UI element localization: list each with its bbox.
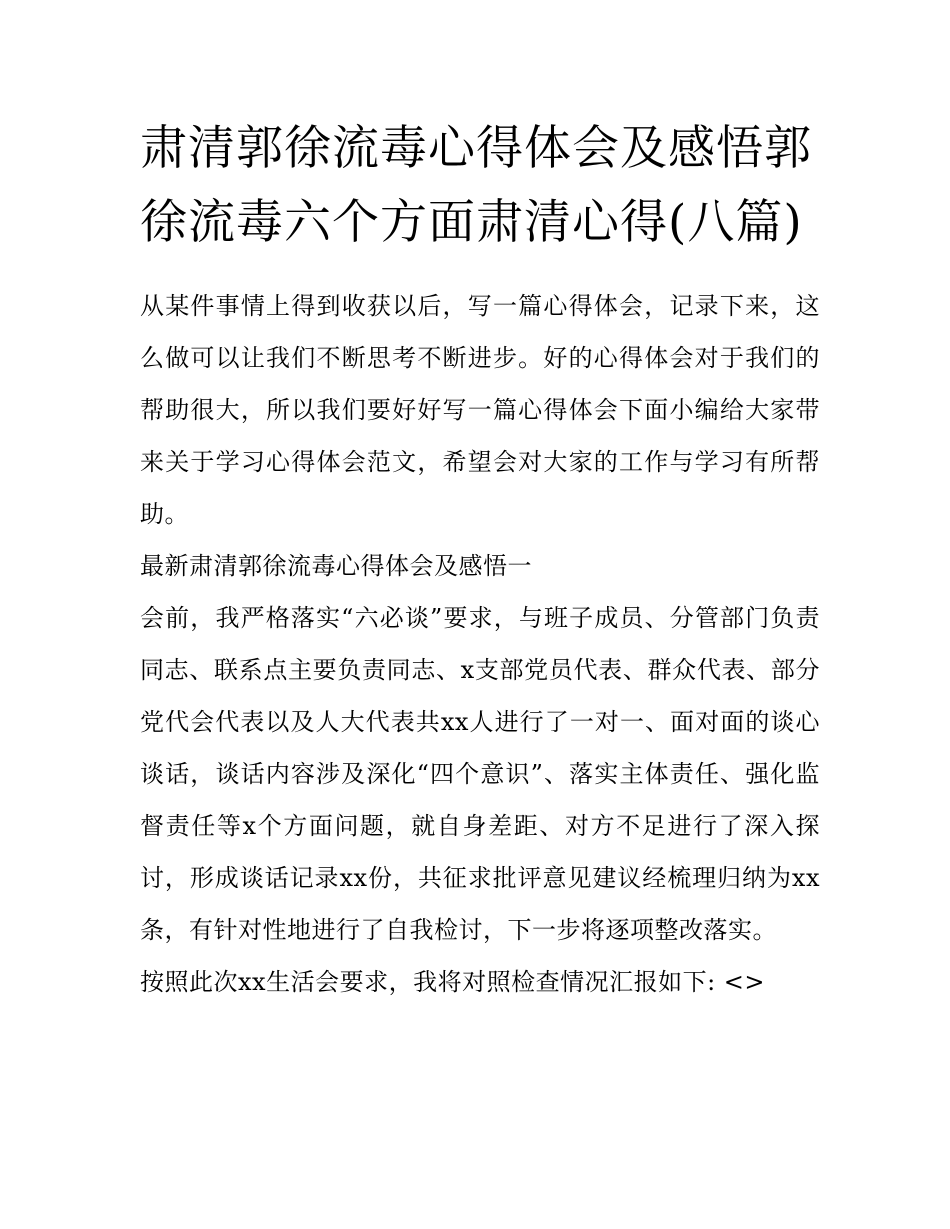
- document-body: [140, 280, 820, 1008]
- document-page: [140, 112, 820, 1008]
- section-heading: 最新肃清郭徐流毒心得体会及感悟一: [140, 552, 532, 580]
- intro-paragraph: 从某件事情上得到收获以后，写一篇心得体会，记录下来，这么做可以让我们不断思考不断进步。好的心得体会对于我们的帮助很大，所以我们要好好写一篇心得体会下面小编给大家带来关于学习心得体会范文，希望会对大家的工作与学习有所帮助。: [140, 292, 820, 528]
- closing-paragraph: 按照此次xx生活会要求，我将对照检查情况汇报如下: <>: [140, 968, 766, 996]
- body-paragraph: 会前，我严格落实“六必谈”要求，与班子成员、分管部门负责同志、联系点主要负责同志、x支部党员代表、群众代表、部分党代会代表以及人大代表共xx人进行了一对一、面对面的谈心谈话，谈话内容涉及深化“四个意识”、落实主体责任、强化监督责任等x个方面问题，就自身差距、对方不足进行了深入探讨，形成谈话记录xx份，共征求批评意见建议经梳理归纳为xx条，有针对性地进行了自我检讨，下一步将逐项整改落实。: [140, 604, 820, 944]
- document-title: 肃清郭徐流毒心得体会及感悟郭徐流毒六个方面肃清心得(八篇): [140, 121, 812, 250]
